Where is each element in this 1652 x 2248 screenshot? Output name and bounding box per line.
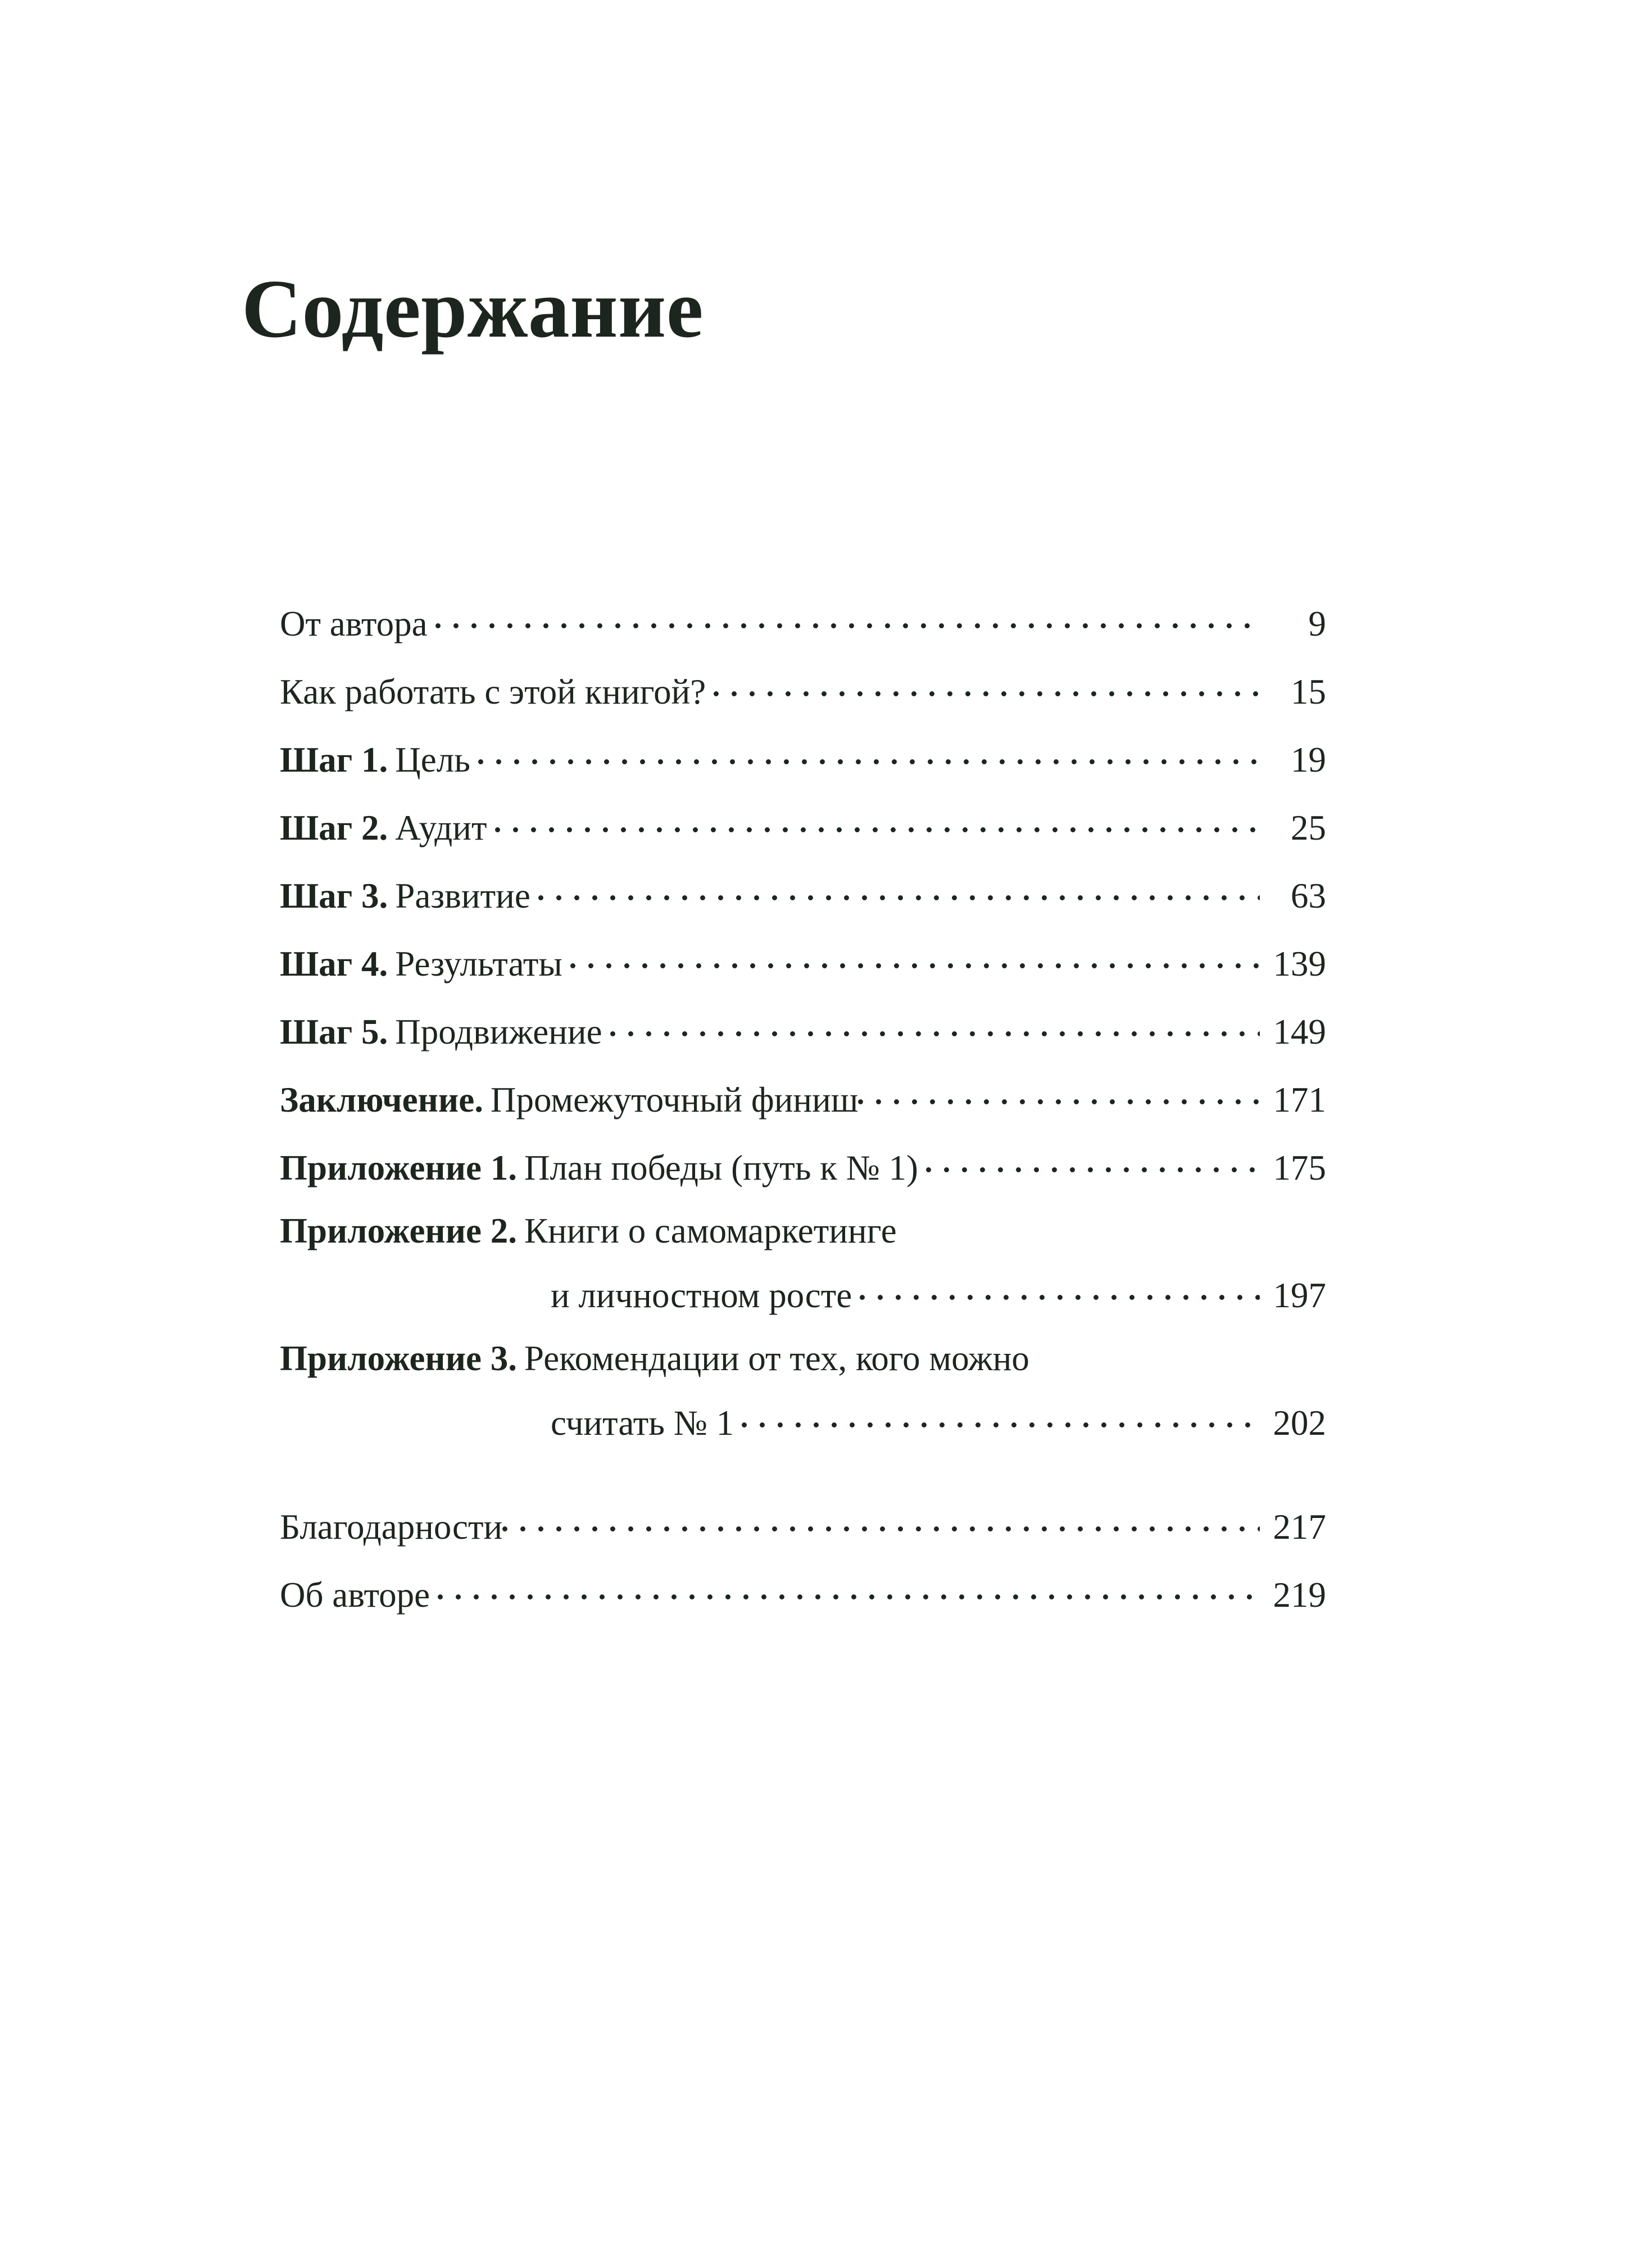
toc-entry-label: Приложение 1. [280,1148,517,1188]
dot-leader [926,1144,1260,1180]
dot-leader [860,1272,1260,1307]
toc-entry-line [280,1571,1326,1614]
toc-entry-text: Как работать с этой книгой? [280,672,706,711]
toc-page-number: 202 [1273,1403,1326,1443]
toc-entry[interactable] [280,1571,1326,1614]
toc-page-number: 25 [1291,808,1326,847]
toc-page-number: 19 [1291,740,1326,779]
toc-entry[interactable] [280,872,1326,914]
table-of-contents [280,600,1326,1614]
toc-page-number: 197 [1273,1276,1326,1315]
toc-entry-text: Книги о самомаркетинге [524,1211,897,1250]
toc-entry[interactable] [280,600,1326,642]
toc-entry-text: Промежуточный финиш [490,1080,859,1120]
toc-entry-text: Об авторе [280,1575,430,1615]
dot-leader [438,1571,1260,1607]
toc-entry-text: Развитие [395,876,530,915]
toc-entry-line-continuation [280,1272,1326,1314]
dot-leader [858,1076,1260,1112]
toc-entry-line [280,736,1326,778]
toc-entry-text: Аудит [395,808,487,847]
toc-page-number: 15 [1291,672,1326,711]
toc-entry-label: Шаг 2. [280,808,388,847]
toc-page-number: 139 [1273,944,1326,984]
toc-entry-text-continuation: считать № 1 [551,1403,734,1443]
dot-leader [538,872,1260,908]
toc-page-number: 217 [1273,1507,1326,1547]
toc-entry-text: От автора [280,604,428,643]
page-title: Содержание [242,263,704,356]
toc-entry-label: Шаг 1. [280,740,388,779]
toc-page-number: 175 [1273,1148,1326,1188]
toc-entry-line [280,1008,1326,1050]
toc-entry-line [280,940,1326,982]
toc-page-number: 149 [1273,1012,1326,1052]
toc-page-number: 219 [1273,1575,1326,1615]
toc-entry-line [280,872,1326,914]
toc-entry[interactable] [280,1076,1326,1118]
toc-entry-line [280,1076,1326,1118]
toc-entry-label: Шаг 4. [280,944,388,984]
toc-entry-label: Приложение 2. [280,1211,517,1250]
toc-entry-text: Рекомендации от тех, кого можно [524,1339,1029,1378]
toc-entry-line [280,1340,1326,1377]
toc-entry[interactable] [280,1212,1326,1314]
toc-entry-line [280,1144,1326,1186]
toc-entry[interactable] [280,668,1326,710]
toc-page-number: 63 [1291,876,1326,915]
toc-entry[interactable] [280,940,1326,982]
dot-leader [502,1503,1260,1539]
toc-entry-line-continuation [280,1399,1326,1442]
toc-entry-label: Шаг 5. [280,1012,388,1052]
toc-page-number: 171 [1273,1080,1326,1120]
toc-entry-line [280,600,1326,642]
dot-leader [478,736,1260,772]
dot-leader [610,1008,1260,1044]
toc-entry[interactable] [280,1144,1326,1186]
toc-entry[interactable] [280,804,1326,846]
toc-entry-label: Приложение 3. [280,1339,517,1378]
toc-entry-line [280,668,1326,710]
toc-entry[interactable] [280,736,1326,778]
toc-entry-label: Шаг 3. [280,876,388,915]
toc-entry-label: Заключение. [280,1080,483,1120]
toc-entry[interactable] [280,1503,1326,1546]
toc-entry-text-continuation: и личностном росте [551,1276,852,1315]
toc-entry[interactable] [280,1008,1326,1050]
dot-leader [435,600,1260,636]
toc-entry-text: Цель [395,740,470,779]
toc-entry-line [280,1212,1326,1249]
toc-page-number: 9 [1308,604,1326,643]
dot-leader [570,940,1260,976]
toc-entry-text: План победы (путь к № 1) [524,1148,918,1188]
toc-entry-text: Благодарности [280,1507,503,1547]
toc-entry-text: Продвижение [395,1012,602,1052]
toc-entry-line [280,1503,1326,1546]
toc-entry-line [280,804,1326,846]
toc-entry[interactable] [280,1340,1326,1442]
dot-leader [742,1399,1260,1435]
dot-leader [495,804,1260,840]
dot-leader [714,668,1260,704]
toc-entry-text: Результаты [395,944,562,984]
